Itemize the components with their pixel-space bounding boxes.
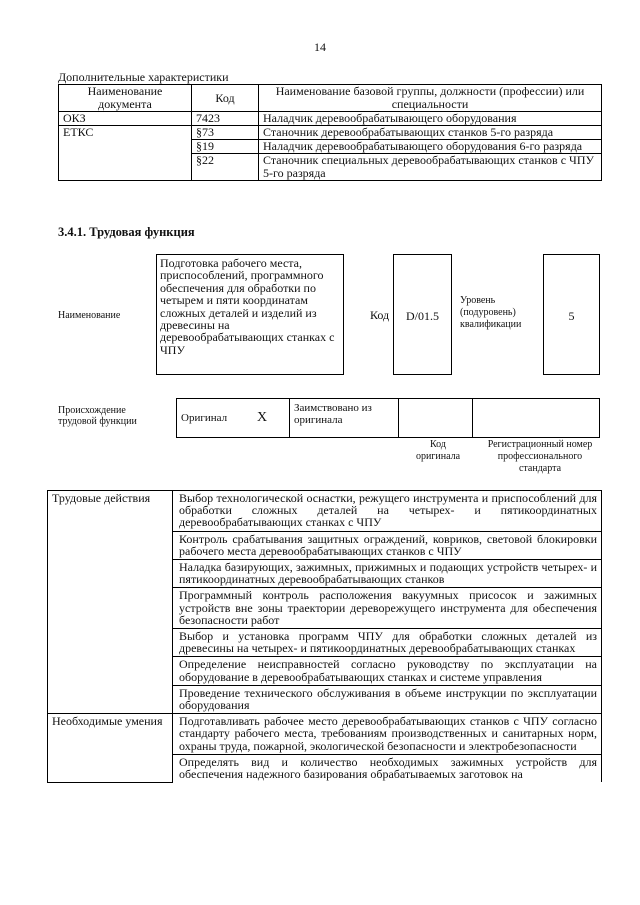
additional-caption: Дополнительные характеристики	[58, 70, 229, 84]
action-item: Определение неисправностей согласно руководству по эксплуатации на оборудование в деревообрабатывающих станках и системе управления	[173, 657, 602, 685]
table-row	[48, 491, 602, 532]
origin-code-caption: Код оригинала	[415, 439, 461, 462]
header-code: Код	[192, 85, 259, 112]
action-item: Наладка базирующих, зажимных, прижимных и подающих устройств четырех- и пятикоординатных деревообрабатывающих станков	[173, 560, 602, 588]
original-label: Оригинал	[177, 399, 254, 438]
cell-name: Станочник деревообрабатывающих станков 5-го разряда	[259, 126, 602, 140]
cell-doc: ЕТКС	[59, 126, 192, 181]
skill-item: Определять вид и количество необходимых зажимных устройств для обеспечения надежного базирования обрабатываемых заготовок на	[173, 754, 602, 782]
function-code: D/01.5	[393, 254, 452, 375]
cell-code: §19	[192, 140, 259, 154]
function-name-label: Наименование	[58, 310, 121, 321]
level-label: Уровень (подуровень) квалификации	[460, 295, 522, 330]
origin-table	[176, 398, 600, 438]
origin-reg-cell	[473, 399, 600, 438]
table-row	[59, 112, 602, 126]
actions-label: Трудовые действия	[48, 491, 173, 714]
additional-table	[58, 84, 602, 181]
action-item: Программный контроль расположения вакуумных присосок и зажимных устройств вне зоны траектории дереворежущего инструмента для обеспечения безопасности работ	[173, 588, 602, 629]
cell-doc: ОКЗ	[59, 112, 192, 126]
code-label: Код	[370, 308, 390, 322]
header-doc: Наименование документа	[59, 85, 192, 112]
origin-code-cell	[399, 399, 473, 438]
action-item: Контроль срабатывания защитных ограждений, ковриков, световой блокировки рабочего места деревообрабатывающих станков с ЧПУ	[173, 531, 602, 559]
original-mark: X	[253, 399, 290, 438]
table-row	[48, 714, 602, 755]
origin-reg-caption: Регистрационный номер профессионального стандарта	[487, 439, 593, 474]
action-item: Выбор и установка программ ЧПУ для обработки сложных деталей из древесины на четырех- и пятикоординатных деревообрабатывающих станках	[173, 629, 602, 657]
section-title: 3.4.1. Трудовая функция	[58, 225, 195, 239]
function-details-table	[47, 490, 602, 783]
cell-code: §73	[192, 126, 259, 140]
cell-name: Наладчик деревообрабатывающего оборудования	[259, 112, 602, 126]
cell-code: §22	[192, 154, 259, 181]
skills-label: Необходимые умения	[48, 714, 173, 783]
skill-item: Подготавливать рабочее место деревообрабатывающих станков с ЧПУ согласно стандарту рабочего места, требованиям производственных и санитарных норм, охраны труда, пожарной, экологической безопасности и электробезопасности	[173, 714, 602, 755]
function-name: Подготовка рабочего места, приспособлений, программного обеспечения для обработки по четырем и пяти координатам сложных деталей и изделий из древесины на деревообрабатывающих станках с ЧПУ	[156, 254, 344, 375]
page-number: 14	[314, 40, 326, 54]
borrowed-label: Заимствовано из оригинала	[290, 399, 399, 438]
header-name: Наименование базовой группы, должности (профессии) или специальности	[259, 85, 602, 112]
qualification-level: 5	[543, 254, 600, 375]
action-item: Проведение технического обслуживания в объеме инструкции по эксплуатации оборудования	[173, 685, 602, 713]
cell-code: 7423	[192, 112, 259, 126]
cell-name: Станочник специальных деревообрабатывающих станков с ЧПУ 5-го разряда	[259, 154, 602, 181]
cell-name: Наладчик деревообрабатывающего оборудования 6-го разряда	[259, 140, 602, 154]
origin-label: Происхождение трудовой функции	[58, 405, 137, 427]
action-item: Выбор технологической оснастки, режущего инструмента и приспособлений для обработки сложных деталей на четырех- и пятикоординатных деревообрабатывающих станках с ЧПУ	[173, 491, 602, 532]
table-row	[59, 126, 602, 140]
